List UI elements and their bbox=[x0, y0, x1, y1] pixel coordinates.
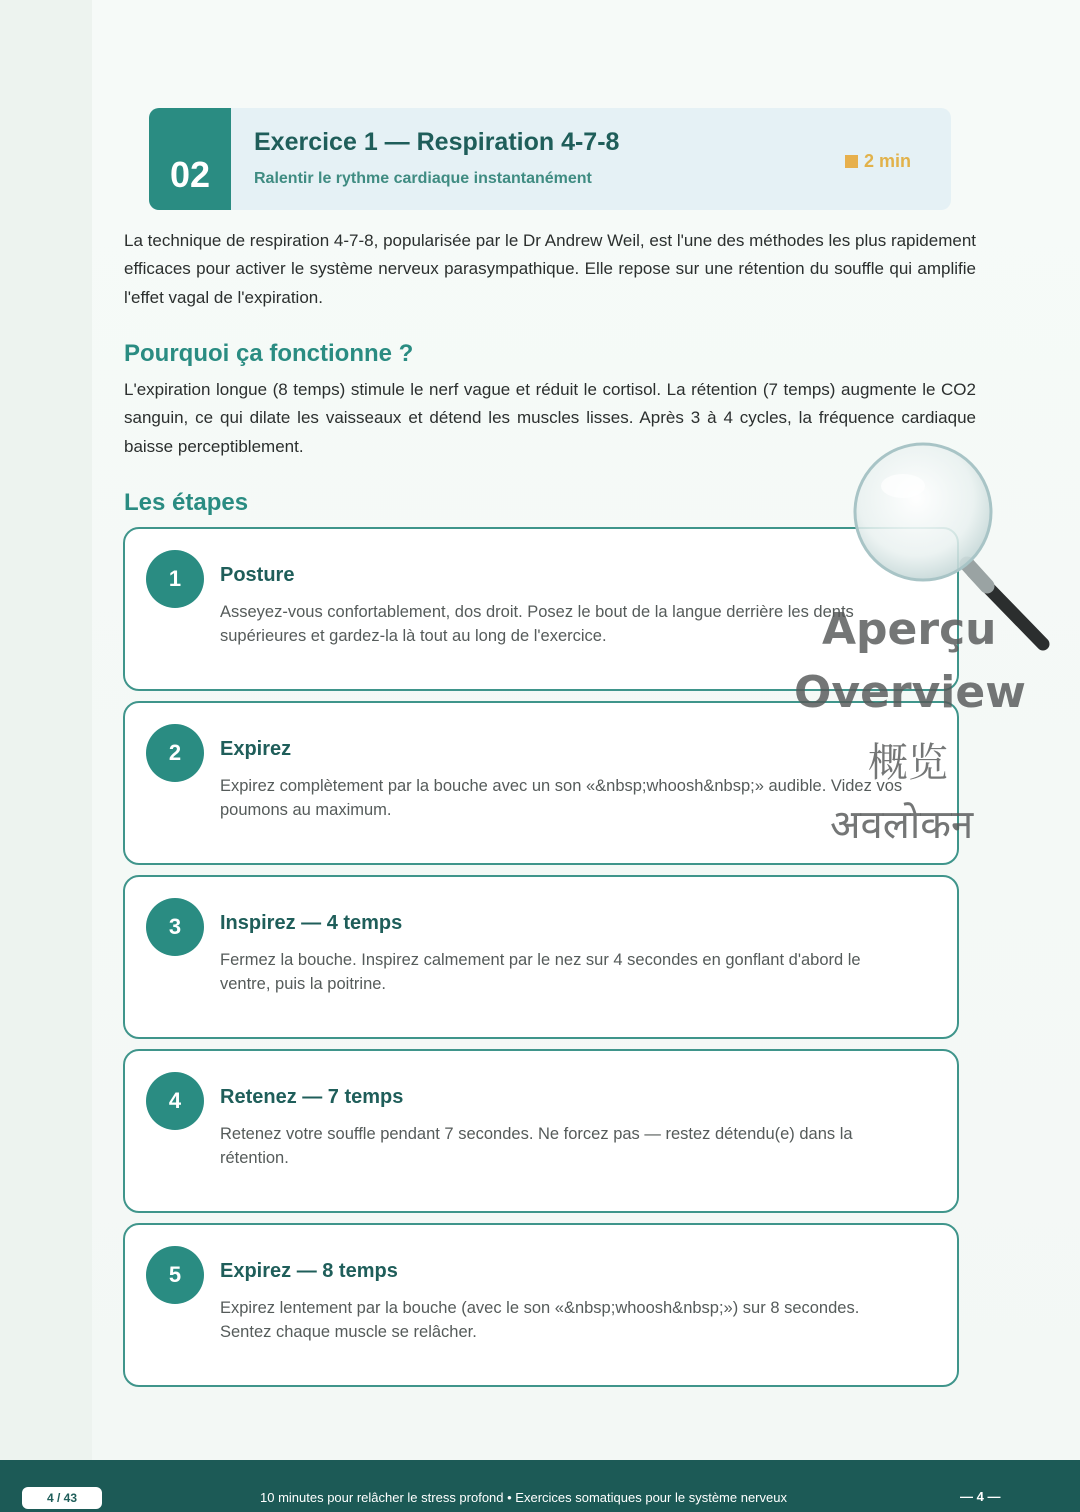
step-description: Expirez lentement par la bouche (avec le son «&nbsp;whoosh&nbsp;») sur 8 secondes. Sentez chaque muscle se relâcher. bbox=[220, 1299, 860, 1341]
watermark-line: Aperçu bbox=[822, 604, 997, 655]
step-card bbox=[123, 1049, 959, 1213]
step-number-badge: 5 bbox=[146, 1246, 204, 1304]
step-title: Retenez — 7 temps bbox=[220, 1086, 404, 1108]
footer-caption: 10 minutes pour relâcher le stress profond • Exercices somatiques pour le système nerveux bbox=[260, 1490, 787, 1505]
left-margin-strip bbox=[0, 0, 92, 1460]
step-description: Fermez la bouche. Inspirez calmement par le nez sur 4 secondes en gonflant d'abord le ventre, puis la poitrine. bbox=[220, 951, 861, 993]
duration-square-icon bbox=[845, 155, 858, 168]
why-paragraph: L'expiration longue (8 temps) stimule le nerf vague et réduit le cortisol. La rétention (7 temps) augmente le CO2 sanguin, ce qui dilate les vaisseaux et détend les muscles lisses. Après 3 à 4 cycles, la fréquence cardiaque baisse perceptiblement. bbox=[124, 380, 976, 456]
step-title: Inspirez — 4 temps bbox=[220, 912, 403, 934]
duration-label: 2 min bbox=[863, 151, 911, 171]
why-heading: Pourquoi ça fonctionne ? bbox=[124, 340, 414, 367]
step-description: Asseyez-vous confortablement, dos droit. Posez le bout de la langue derrière les dents supérieures et gardez-la là tout au long de l'exercice. bbox=[220, 603, 854, 645]
footer-page-number: — 4 — bbox=[960, 1489, 1001, 1504]
step-title: Expirez bbox=[220, 738, 292, 760]
exercise-title: Exercice 1 — Respiration 4-7-8 bbox=[254, 128, 620, 156]
exercise-number: 02 bbox=[149, 108, 231, 210]
step-number-badge: 3 bbox=[146, 898, 204, 956]
step-number-badge: 1 bbox=[146, 550, 204, 608]
step-number-badge: 4 bbox=[146, 1072, 204, 1130]
step-title: Posture bbox=[220, 564, 295, 586]
intro-paragraph: La technique de respiration 4-7-8, popularisée par le Dr Andrew Weil, est l'une des méthodes les plus rapidement efficaces pour activer le système nerveux parasympathique. Elle repose sur une rétention du souffle qui amplifie l'effet vagal de l'expiration. bbox=[124, 231, 976, 307]
page-indicator[interactable]: 4 / 43 bbox=[22, 1487, 102, 1509]
watermark-line: अवलोकन bbox=[830, 802, 974, 848]
exercise-duration bbox=[845, 151, 911, 172]
exercise-header bbox=[149, 108, 951, 210]
step-description: Expirez complètement par la bouche avec un son «&nbsp;whoosh&nbsp;» audible. Videz vos poumons au maximum. bbox=[220, 777, 903, 819]
step-title: Expirez — 8 temps bbox=[220, 1260, 398, 1282]
step-card bbox=[123, 1223, 959, 1387]
page-footer bbox=[0, 1460, 1080, 1512]
watermark-line: 概览 bbox=[868, 740, 948, 786]
watermark-line: Overview bbox=[794, 667, 1026, 718]
steps-heading: Les étapes bbox=[124, 489, 249, 516]
step-number-badge: 2 bbox=[146, 724, 204, 782]
exercise-subtitle: Ralentir le rythme cardiaque instantanément bbox=[254, 170, 592, 187]
step-card bbox=[123, 875, 959, 1039]
step-description: Retenez votre souffle pendant 7 secondes. Ne forcez pas — restez détendu(e) dans la rétention. bbox=[220, 1125, 853, 1167]
